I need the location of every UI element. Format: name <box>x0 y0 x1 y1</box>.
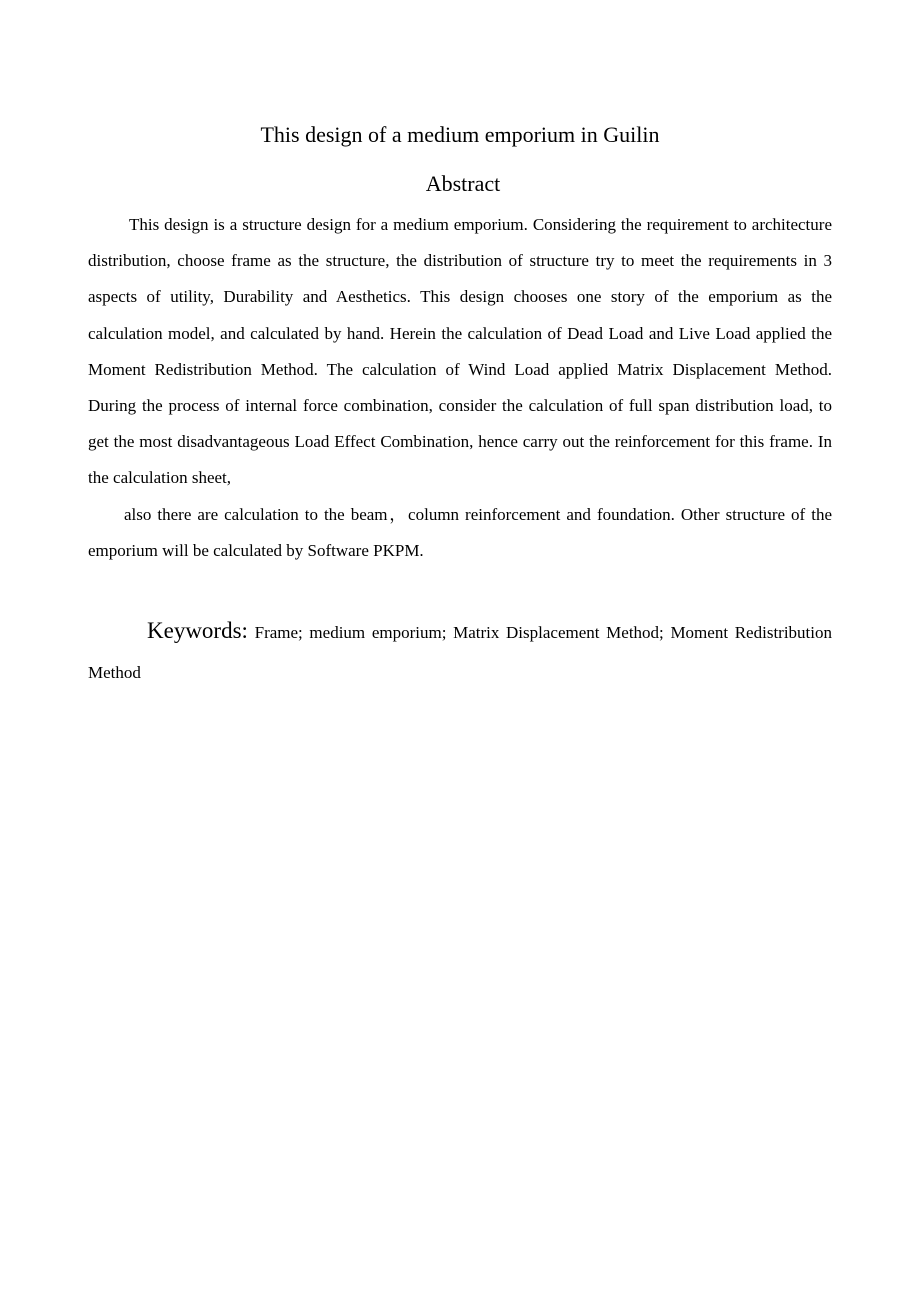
abstract-paragraph-1: This design is a structure design for a medium emporium. Considering the requirement to architecture distribution, choose frame as the structure, the distribution of structure try to meet the requirements in 3 aspects of utility, Durability and Aesthetics. This design chooses one story of the emporium as the calculation model, and calculated by hand. Herein the calculation of Dead Load and Live Load applied the Moment Redistribution Method. The calculation of Wind Load applied Matrix Displacement Method. During the process of internal force combination, consider the calculation of full span distribution load, to get the most disadvantageous Load Effect Combination, hence carry out the reinforcement for this frame. In the calculation sheet, <box>88 215 832 488</box>
keywords-line <box>88 611 832 693</box>
keywords-text: Frame; medium emporium; Matrix Displacement Method; Moment Redistribution Method <box>88 623 832 682</box>
abstract-paragraph-2: also there are calculation to the beam，column reinforcement and foundation. Other structure of the emporium will be calculated by Software PKPM. <box>88 504 832 560</box>
document-title: This design of a medium emporium in Guilin <box>260 122 660 147</box>
keywords-label: Keywords: <box>147 618 248 643</box>
abstract-heading: Abstract <box>425 171 501 196</box>
abstract-body <box>88 207 832 569</box>
